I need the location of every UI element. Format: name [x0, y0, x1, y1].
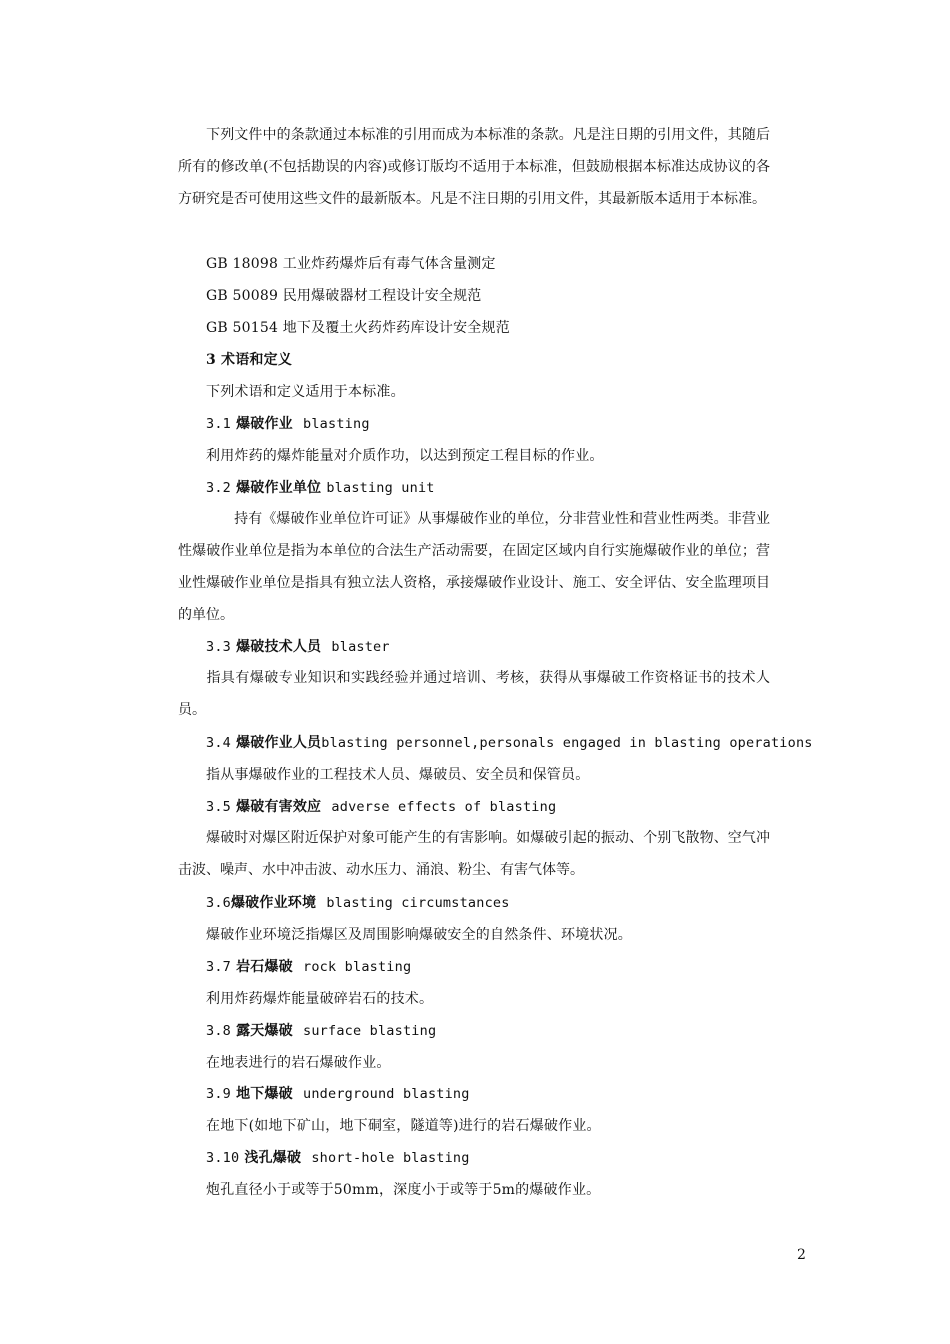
term-heading	[206, 637, 390, 657]
term-zh: 浅孔爆破	[244, 1150, 302, 1166]
section-heading: 3 术语和定义	[206, 352, 293, 368]
term-number: 3.6	[206, 895, 231, 911]
term-en: short-hole blasting	[311, 1150, 470, 1166]
term-en: blasting unit	[326, 480, 435, 496]
term-en: surface blasting	[303, 1023, 437, 1039]
term-number: 3.4	[206, 735, 231, 751]
term-definition: 指从事爆破作业的工程技术人员、爆破员、安全员和保管员。	[206, 767, 590, 783]
term-zh: 岩石爆破	[236, 959, 293, 975]
term-en: underground blasting	[303, 1086, 470, 1102]
term-zh: 地下爆破	[236, 1086, 293, 1102]
term-zh: 爆破作业单位	[236, 480, 322, 496]
term-heading	[206, 414, 370, 434]
term-zh: 爆破技术人员	[236, 639, 322, 655]
term-heading	[206, 893, 510, 913]
term-definition: 爆破时对爆区附近保护对象可能产生的有害影响。如爆破引起的振动、个别飞散物、空气冲击波、噪声、水中冲击波、动水压力、涌浪、粉尘、有害气体等。	[178, 830, 770, 878]
term-zh: 爆破作业环境	[230, 895, 317, 911]
term-number: 3.2	[206, 480, 231, 496]
term-definition: 在地表进行的岩石爆破作业。	[206, 1055, 391, 1071]
term-number: 3.8	[206, 1023, 231, 1039]
term-zh: 爆破作业人员	[236, 735, 322, 751]
term-number: 3.1	[206, 416, 231, 432]
section-intro: 下列术语和定义适用于本标准。	[206, 384, 405, 400]
term-heading	[206, 797, 556, 817]
term-zh: 露天爆破	[236, 1023, 293, 1039]
term-definition: 指具有爆破专业知识和实践经验并通过培训、考核，获得从事爆破工作资格证书的技术人员。	[178, 670, 770, 718]
term-zh: 爆破作业	[236, 416, 293, 432]
term-heading	[206, 1021, 436, 1041]
term-en: adverse effects of blasting	[331, 799, 557, 815]
term-zh: 爆破有害效应	[236, 799, 322, 815]
reference-item: GB 50089 民用爆破器材工程设计安全规范	[206, 288, 482, 304]
term-definition: 炮孔直径小于或等于50mm，深度小于或等于5m的爆破作业。	[206, 1182, 601, 1198]
term-en: blasting	[303, 416, 370, 432]
intro-paragraph: 下列文件中的条款通过本标准的引用而成为本标准的条款。凡是注日期的引用文件，其随后所有的修改单(不包括勘误的内容)或修订版均不适用于本标准，但鼓励根据本标准达成协议的各方研究是否可使用这些文件的最新版本。凡是不注日期的引用文件，其最新版本适用于本标准。	[178, 127, 770, 207]
term-definition: 爆破作业环境泛指爆区及周围影响爆破安全的自然条件、环境状况。	[206, 927, 632, 943]
reference-item: GB 18098 工业炸药爆炸后有毒气体含量测定	[206, 256, 496, 272]
reference-item: GB 50154 地下及覆土火药炸药库设计安全规范	[206, 320, 510, 336]
term-heading	[206, 733, 813, 753]
term-definition: 持有《爆破作业单位许可证》从事爆破作业的单位，分非营业性和营业性两类。非营业性爆破作业单位是指为本单位的合法生产活动需要，在固定区域内自行实施爆破作业的单位；营业性爆破作业单位是指具有独立法人资格，承接爆破作业设计、施工、安全评估、安全监理项目的单位。	[178, 511, 770, 623]
term-number: 3.5	[206, 799, 231, 815]
term-en: rock blasting	[303, 959, 412, 975]
term-number: 3.7	[206, 959, 231, 975]
term-definition: 利用炸药爆炸能量破碎岩石的技术。	[206, 991, 434, 1007]
term-heading	[206, 1148, 470, 1168]
term-heading	[206, 1084, 470, 1104]
term-number: 3.3	[206, 639, 231, 655]
term-heading	[206, 478, 435, 498]
page-number: 2	[797, 1247, 806, 1263]
term-number: 3.10	[206, 1150, 240, 1166]
term-number: 3.9	[206, 1086, 231, 1102]
term-definition: 在地下(如地下矿山，地下硐室，隧道等)进行的岩石爆破作业。	[206, 1118, 601, 1134]
term-en: blaster	[331, 639, 390, 655]
term-en: blasting personnel,personals engaged in blasting operations	[321, 735, 813, 751]
term-heading	[206, 957, 411, 977]
term-en: blasting circumstances	[326, 895, 510, 911]
term-definition: 利用炸药的爆炸能量对介质作功，以达到预定工程目标的作业。	[206, 448, 604, 464]
